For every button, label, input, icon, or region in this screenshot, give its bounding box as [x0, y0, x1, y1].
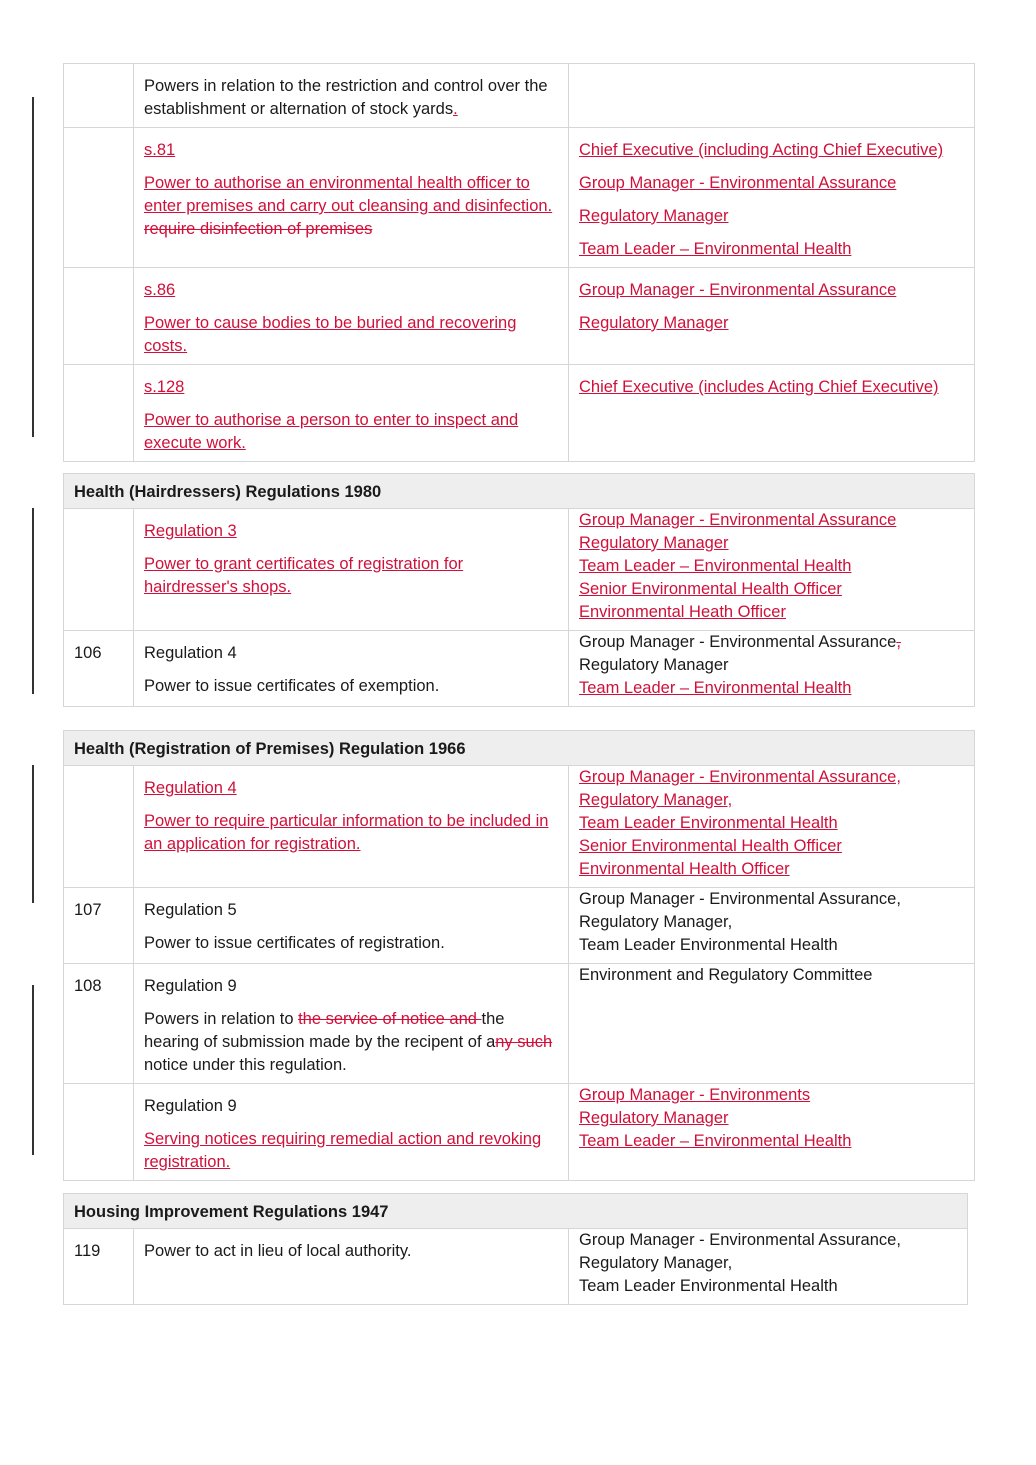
- table-row: [64, 268, 975, 365]
- row-number-cell: [64, 509, 134, 631]
- delegate-item: Team Leader Environmental Health: [579, 1277, 838, 1295]
- power-cell: [134, 1229, 569, 1305]
- delegate-item: Regulatory Manager,: [579, 1254, 733, 1272]
- table-row: [64, 766, 975, 888]
- power-cell: [134, 1084, 569, 1181]
- table-row: [64, 128, 975, 268]
- row-number-cell: [64, 365, 134, 462]
- section-reference: s.128: [144, 378, 185, 396]
- delegate-item: Regulatory Manager: [579, 1109, 729, 1127]
- table-header-row: [64, 731, 975, 766]
- row-number-cell: 119: [64, 1229, 134, 1305]
- delegate-cell: [569, 1084, 975, 1181]
- delegate-cell: [569, 64, 975, 128]
- power-cell: [134, 509, 569, 631]
- delegate-cell: [569, 964, 975, 1084]
- section-reference: Regulation 9: [144, 1097, 237, 1115]
- delegate-item: Regulatory Manager,: [579, 791, 733, 809]
- delegate-item: Chief Executive (includes Acting Chief Executive): [579, 378, 939, 396]
- section-reference: Regulation 3: [144, 522, 237, 540]
- delegate-item: Group Manager - Environmental Assurance,: [579, 1231, 901, 1249]
- delegate-item: Group Manager - Environmental Assurance: [579, 511, 897, 529]
- table-row: [64, 888, 975, 964]
- delegate-item: Environmental Health Officer: [579, 860, 790, 878]
- delegate-item: Group Manager - Environmental Assurance,: [579, 890, 901, 908]
- section-heading: Health (Hairdressers) Regulations 1980: [64, 474, 975, 509]
- delegate-cell: [569, 509, 975, 631]
- delegate-item: Team Leader – Environmental Health: [579, 557, 852, 575]
- power-cell: [134, 766, 569, 888]
- section-reference: s.81: [144, 141, 176, 159]
- power-cell: [134, 888, 569, 964]
- row-number-cell: [64, 64, 134, 128]
- table-row: [64, 1084, 975, 1181]
- delegate-item: Team Leader Environmental Health: [579, 814, 838, 832]
- delegate-item: Regulatory Manager: [579, 314, 729, 332]
- table-row: [64, 64, 975, 128]
- section-heading: Housing Improvement Regulations 1947: [64, 1194, 968, 1229]
- change-bar: [32, 508, 34, 694]
- power-text: Serving notices requiring remedial action and revoking registration.: [144, 1130, 542, 1171]
- power-cell: [134, 128, 569, 268]
- deleted-power-text: require disinfection of premises: [144, 220, 373, 238]
- power-cell: [134, 268, 569, 365]
- inserted-text: .: [453, 100, 458, 118]
- power-cell: [134, 631, 569, 707]
- inserted-power-text: Power to authorise an environmental health officer to enter premises and carry out cleansing and disinfection.: [144, 174, 553, 215]
- delegate-item: Regulatory Manager: [579, 656, 729, 674]
- delegate-item: Group Manager - Environments: [579, 1086, 811, 1104]
- delegate-cell: [569, 888, 975, 964]
- delegate-item: Group Manager - Environmental Assurance,: [579, 633, 901, 651]
- row-number-cell: 107: [64, 888, 134, 964]
- table-row: [64, 1229, 968, 1305]
- power-text: Power to cause bodies to be buried and recovering costs.: [144, 314, 517, 355]
- delegate-cell: [569, 365, 975, 462]
- delegate-item: Senior Environmental Health Officer: [579, 580, 842, 598]
- section-heading: Health (Registration of Premises) Regulation 1966: [64, 731, 975, 766]
- delegate-item: Environmental Heath Officer: [579, 603, 786, 621]
- power-cell: [134, 64, 569, 128]
- delegate-item: Team Leader – Environmental Health: [579, 240, 852, 258]
- power-text: Power to authorise a person to enter to inspect and execute work.: [144, 411, 519, 452]
- delegate-item: Team Leader – Environmental Health: [579, 1132, 852, 1150]
- delegate-item: Team Leader Environmental Health: [579, 936, 838, 954]
- deleted-text: the service of notice and: [298, 1010, 482, 1028]
- row-number-cell: [64, 766, 134, 888]
- hairdressers-regulations-table: [63, 473, 975, 707]
- delegate-item: Environment and Regulatory Committee: [579, 966, 873, 984]
- table-row: [64, 631, 975, 707]
- delegate-item: Regulatory Manager: [579, 207, 729, 225]
- delegate-cell: [569, 268, 975, 365]
- row-number-cell: [64, 1084, 134, 1181]
- delegate-cell: [569, 631, 975, 707]
- delegate-cell: [569, 766, 975, 888]
- section-reference: s.86: [144, 281, 176, 299]
- delegate-item: Chief Executive (including Acting Chief Executive): [579, 141, 944, 159]
- registration-of-premises-table: [63, 730, 975, 1181]
- table-header-row: [64, 474, 975, 509]
- section-reference: Regulation 9: [144, 977, 237, 995]
- power-cell: [134, 365, 569, 462]
- row-number-cell: 108: [64, 964, 134, 1084]
- deleted-text: ny such: [495, 1033, 553, 1051]
- power-text: Power to require particular information to be included in an application for registration.: [144, 812, 549, 853]
- row-number-cell: [64, 128, 134, 268]
- table-row: [64, 365, 975, 462]
- delegate-cell: [569, 128, 975, 268]
- table-row: [64, 509, 975, 631]
- delegations-table-continued: [63, 63, 975, 462]
- delegate-item: Regulatory Manager: [579, 534, 729, 552]
- row-number-cell: 106: [64, 631, 134, 707]
- change-bar: [32, 765, 34, 903]
- power-text: Power to issue certificates of registration.: [144, 934, 445, 952]
- delegate-item: Team Leader – Environmental Health: [579, 679, 852, 697]
- change-bar: [32, 97, 34, 437]
- section-reference: Regulation 4: [144, 779, 237, 797]
- delegate-item: Senior Environmental Health Officer: [579, 837, 842, 855]
- delegate-cell: [569, 1229, 968, 1305]
- section-reference: Regulation 4: [144, 644, 237, 662]
- housing-improvement-table: [63, 1193, 968, 1305]
- power-text: Power to grant certificates of registration for hairdresser's shops.: [144, 555, 464, 596]
- deleted-text: ,: [896, 633, 901, 651]
- table-header-row: [64, 1194, 968, 1229]
- row-number-cell: [64, 268, 134, 365]
- power-cell: [134, 964, 569, 1084]
- table-row: [64, 964, 975, 1084]
- delegate-item: Group Manager - Environmental Assurance: [579, 174, 897, 192]
- delegate-item: Group Manager - Environmental Assurance: [579, 281, 897, 299]
- power-text: Power to issue certificates of exemption.: [144, 677, 440, 695]
- delegate-item: Group Manager - Environmental Assurance,: [579, 768, 901, 786]
- power-text: Powers in relation to the restriction and control over the establishment or alternation of stock yards: [144, 77, 548, 118]
- change-bar: [32, 985, 34, 1155]
- power-text: Power to act in lieu of local authority.: [144, 1242, 412, 1260]
- delegate-item: Regulatory Manager,: [579, 913, 733, 931]
- power-text: Powers in relation to the service of notice and the hearing of submission made by the recipent of any such notice under this regulation.: [144, 1010, 553, 1074]
- section-reference: Regulation 5: [144, 901, 237, 919]
